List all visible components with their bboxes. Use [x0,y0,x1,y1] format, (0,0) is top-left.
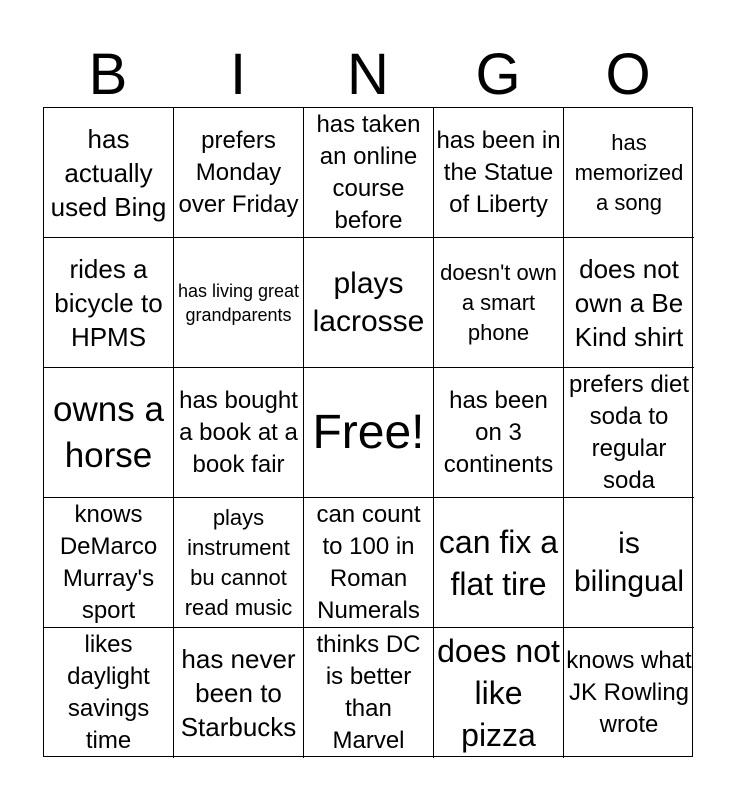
cell-text: has bought a book at a book fair [179,386,298,478]
cell-text: knows what JK Rowling wrote [566,647,692,738]
bingo-cell [564,628,694,758]
cell-text: rides a bicycle to HPMS [54,253,163,352]
header-letter-n: N [347,42,389,107]
cell-text: doesn't own a smart phone [440,259,557,345]
bingo-cell [304,498,434,628]
bingo-cell [174,368,304,498]
cell-text: has living great grandparents [177,280,300,325]
cell-text: has been in the Statue of Liberty [436,126,561,218]
bingo-cell [564,368,694,498]
cell-text: prefers Monday over Friday [178,126,299,218]
cell-text: can count to 100 in Roman Numerals [316,500,421,624]
bingo-cell [564,498,694,628]
cell-text: knows DeMarco Murray's sport [59,500,158,624]
bingo-header [43,42,693,108]
header-letter-g: G [475,42,521,107]
cell-text: is bilingual [573,526,685,598]
bingo-cell [44,498,174,628]
bingo-cell [174,108,304,238]
header-letter-i: I [229,42,247,107]
cell-text: has never been to Starbucks [180,644,297,742]
cell-text: thinks DC is better than Marvel [316,631,421,754]
bingo-cell [434,368,564,498]
cell-text: plays instrument bu cannot read music [184,504,293,620]
cell-text: has been on 3 continents [443,386,554,478]
bingo-card-grid [43,107,693,757]
cell-text: has memorized a song [574,129,684,215]
cell-text: has taken an online course before [316,110,421,234]
cell-text: does not like pizza [437,633,560,753]
bingo-cell [174,628,304,758]
bingo-cell [174,498,304,628]
bingo-cell [44,108,174,238]
bingo-cell [44,368,174,498]
bingo-cell [434,238,564,368]
header-letter-o: O [605,42,651,107]
bingo-cell [304,238,434,368]
bingo-cell [44,238,174,368]
cell-text: plays lacrosse [312,266,425,338]
bingo-cell [564,108,694,238]
bingo-cell [304,628,434,758]
bingo-cell [434,498,564,628]
cell-text: can fix a flat tire [438,523,559,602]
cell-text: owns a horse [53,389,164,475]
cell-text: does not own a Be Kind shirt [574,253,684,352]
cell-text: prefers diet soda to regular soda [568,370,690,494]
header-letter-b: B [88,42,128,107]
bingo-cell [434,628,564,758]
bingo-cell [564,238,694,368]
free-space-cell [304,368,434,498]
bingo-cell [44,628,174,758]
bingo-cell [304,108,434,238]
free-space-text: Free! [312,405,425,459]
bingo-cell [434,108,564,238]
bingo-cell [174,238,304,368]
cell-text: likes daylight savings time [67,631,150,754]
cell-text: has actually used Bing [50,123,167,222]
